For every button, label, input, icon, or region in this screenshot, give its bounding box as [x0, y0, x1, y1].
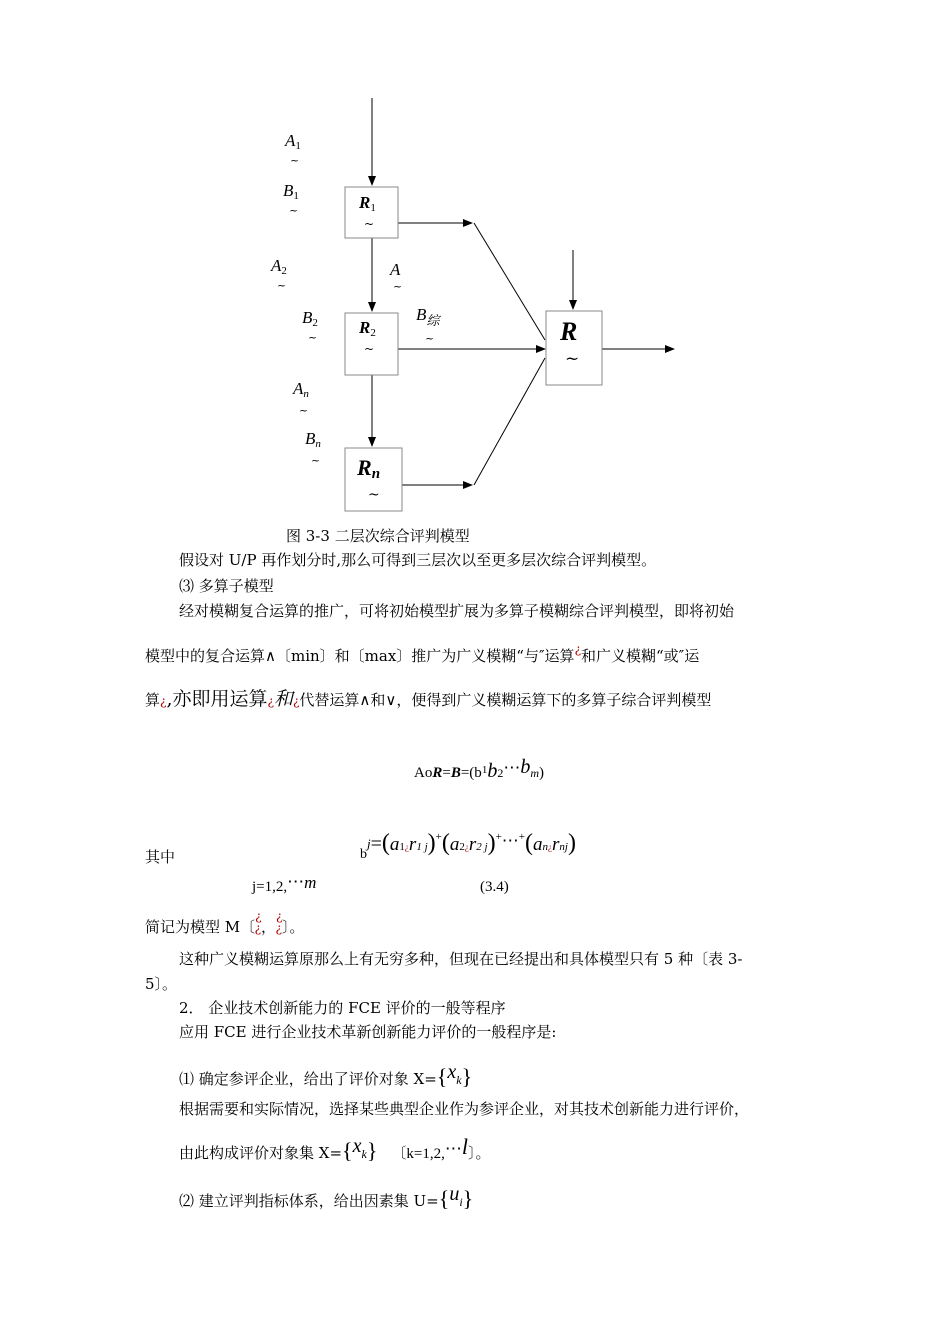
label-a1-tilde: ~	[290, 154, 300, 167]
section-heading-2: 2． 企业技术创新能力的 FCE 评价的一般等程序	[179, 999, 506, 1017]
model-m-line: 简记为模型 M〔¿¿，¿¿〕。	[145, 909, 305, 936]
equation-composition: $AoR=B=(b^1b2\cdots bm)$	[414, 756, 544, 782]
join-line-top	[474, 223, 545, 340]
box-rn-label: Rn	[357, 455, 381, 482]
equation-bj: bj=(a1¿r1 j)+(a2¿r2 j)+⋯+(an¿rnj)	[360, 830, 576, 862]
box-r1-label: R1	[359, 193, 376, 214]
text-line-4-part-a: 模型中的复合运算∧〔min〕和〔max〕推广为广义模糊“与″运算	[145, 647, 575, 665]
label-a2: A2	[271, 256, 287, 277]
label-an: An	[293, 379, 309, 400]
box-r-final-label: R	[560, 317, 578, 346]
box-r1-tilde: ~	[364, 217, 375, 231]
label-b2-tilde: ~	[308, 331, 318, 344]
text-line-5-part-d: 代替运算∧和∨，便得到广义模糊运算下的多算子综合评判模型	[299, 691, 712, 709]
broken-glyph: ¿	[292, 694, 300, 708]
label-an-tilde: ~	[299, 404, 309, 417]
text-line-5-part-a: 算	[145, 691, 161, 709]
text-line-1: 假设对 U/P 再作划分时,那么可得到三层次以至更多层次综合评判模型。	[179, 551, 657, 569]
two-level-evaluation-diagram	[0, 0, 950, 560]
text-line-5-part-b: ,亦即用运算	[166, 688, 268, 710]
label-a1: A1	[285, 131, 301, 152]
label-a2-tilde: ~	[277, 279, 287, 292]
text-line-5-part-c: 和	[273, 689, 293, 710]
j-range: j=1,2,⋯m	[252, 872, 317, 895]
section-heading-multi-operator: ⑶ 多算子模型	[179, 577, 274, 595]
step-1-desc-line-1: 根据需要和实际情况，选择某些典型企业作为参评企业，对其技术创新能力进行评价，	[179, 1100, 750, 1118]
section-2-intro: 应用 FCE 进行企业技术革新创新能力评价的一般程序是:	[179, 1023, 557, 1041]
label-b1: B1	[283, 181, 299, 202]
label-bn-tilde: ~	[311, 454, 321, 467]
equation-number: (3.4)	[480, 879, 509, 895]
label-a-tilde: ~	[393, 280, 403, 293]
step-1-desc-line-2: 由此构成评价对象集 X={xk} 〔k=1,2,⋯l〕。	[179, 1134, 491, 1163]
label-b-zong: $B_综$	[416, 305, 440, 328]
broken-glyph: ¿	[160, 694, 167, 708]
box-r-final-tilde: ~	[565, 349, 580, 369]
label-a: A	[390, 260, 401, 279]
para-2-line-1: 这种广义模糊运算原那么上有无穷多种，但现在已经提出和具体模型只有 5 种〔表 3-	[179, 950, 743, 968]
text-line-4	[145, 642, 700, 666]
label-b1-tilde: ~	[289, 204, 299, 217]
para-2-line-2: 5〕。	[145, 975, 178, 993]
text-line-4-part-b: 和广义模糊“或″运	[581, 647, 700, 665]
diagram-connectors	[372, 98, 674, 485]
broken-glyph: ¿	[574, 642, 581, 656]
label-b-zong-tilde: ~	[425, 332, 435, 345]
box-rn-tilde: ~	[368, 487, 380, 503]
step-2-heading: ⑵ 建立评判指标体系，给出因素集 U={ui}	[179, 1183, 474, 1211]
label-b2: B2	[302, 308, 318, 329]
figure-caption: 图 3-3 二层次综合评判模型	[286, 527, 470, 545]
text-qizhong: 其中	[145, 848, 176, 866]
text-line-3: 经对模糊复合运算的推广，可将初始模型扩展为多算子模糊综合评判模型，即将初始	[179, 602, 735, 620]
join-line-bottom	[474, 358, 545, 485]
box-r2-label: R2	[359, 318, 376, 339]
broken-glyph: ¿	[267, 694, 274, 708]
step-1-heading: ⑴ 确定参评企业，给出了评价对象 X={xk}	[179, 1061, 473, 1089]
label-bn: Bn	[305, 429, 321, 450]
box-r2-tilde: ~	[364, 342, 375, 356]
text-line-5	[145, 690, 711, 710]
